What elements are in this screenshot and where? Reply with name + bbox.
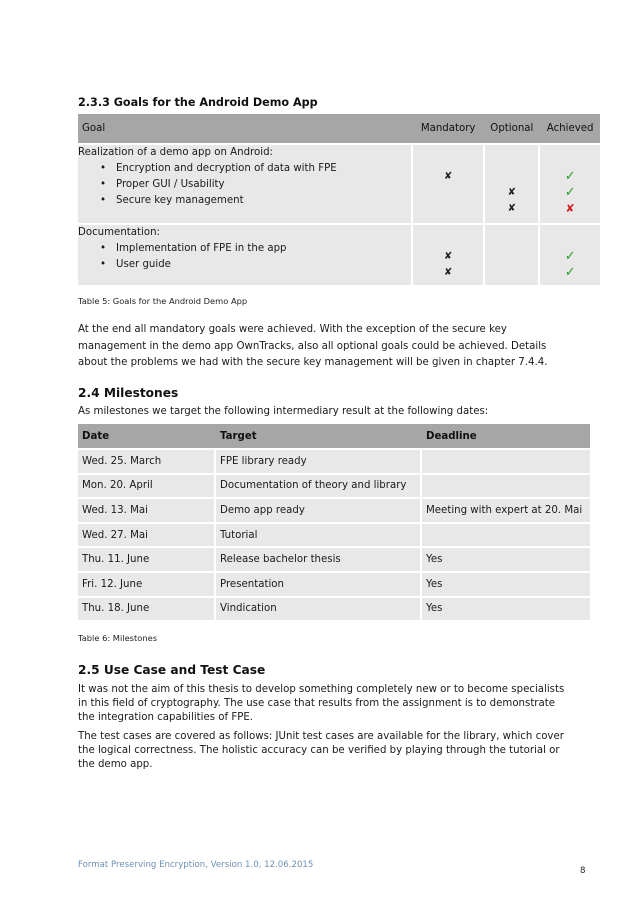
milestone-target: Release bachelor thesis: [216, 546, 422, 571]
goals-table: [78, 114, 600, 285]
goal-item-text: Implementation of FPE in the app: [116, 243, 287, 254]
milestone-target: Documentation of theory and library: [216, 473, 422, 498]
cross-icon: ✘: [565, 202, 575, 215]
goal-item: [78, 257, 411, 273]
cross-icon: ✘: [507, 187, 517, 198]
bullet: •: [100, 179, 107, 190]
bullet: •: [100, 195, 107, 206]
table-row: [78, 596, 590, 621]
milestone-deadline: [422, 473, 590, 498]
table-row: [78, 546, 590, 571]
milestone-deadline: [422, 448, 590, 473]
goals-col-optional: Optional: [485, 114, 540, 143]
goals-col-mandatory: Mandatory: [413, 114, 486, 143]
goal-item-text: Encryption and decryption of data with FPE: [116, 163, 337, 174]
cross-icon: ✘: [443, 171, 453, 182]
cross-icon: ✘: [443, 251, 453, 262]
achieved-cell: [540, 223, 600, 285]
cross-icon: [485, 249, 538, 265]
cross-icon: [413, 185, 484, 201]
goal-item: [78, 161, 411, 177]
milestone-deadline: Yes: [422, 571, 590, 596]
goals-heading: 2.3.3 Goals for the Android Demo App: [78, 96, 318, 109]
milestone-target: Presentation: [216, 571, 422, 596]
bullet: •: [100, 243, 107, 254]
check-icon: ✓: [564, 169, 576, 184]
goal-cell: [78, 223, 413, 285]
goals-row-demo-app: [78, 143, 600, 223]
goal-item-text: User guide: [116, 259, 171, 270]
table-row: [78, 497, 590, 522]
miles-col-date: Date: [78, 424, 216, 448]
footer-text: Format Preserving Encryption, Version 1.0, 12.06.2015: [78, 860, 314, 870]
milestone-date: Fri. 12. June: [78, 571, 216, 596]
milestones-intro: As milestones we target the following intermediary result at the following dates:: [78, 406, 489, 417]
milestone-date: Thu. 18. June: [78, 596, 216, 621]
use-case-paragraph-2: The test cases are covered as follows: JUnit test cases are available for the library, which cover the logical correctness. The holistic accuracy can be verified by playing through the tutorial or the demo app.: [78, 731, 564, 770]
miles-col-deadline: Deadline: [422, 424, 590, 448]
goals-row-documentation: [78, 223, 600, 285]
cross-icon: [485, 169, 538, 185]
milestone-date: Wed. 27. Mai: [78, 522, 216, 547]
check-icon: ✓: [564, 265, 576, 280]
cross-icon: [413, 201, 484, 217]
goals-table-caption: Table 5: Goals for the Android Demo App: [78, 296, 248, 306]
bullet: •: [100, 259, 107, 270]
mandatory-cell: [413, 143, 486, 223]
milestone-deadline: Yes: [422, 546, 590, 571]
miles-col-target: Target: [216, 424, 422, 448]
cross-icon: ✘: [443, 267, 453, 278]
goal-item: [78, 241, 411, 257]
achieved-cell: [540, 143, 600, 223]
table-row: [78, 522, 590, 547]
check-icon: ✓: [564, 185, 576, 200]
use-case-paragraph-1: It was not the aim of this thesis to develop something completely new or to become specialists in this field of cryptography. The use case that results from the assignment is to demonstrate the integration capabilities of FPE.: [78, 684, 565, 723]
milestone-deadline: Meeting with expert at 20. Mai: [422, 497, 590, 522]
page-number: 8: [580, 866, 586, 876]
table-row: [78, 571, 590, 596]
mandatory-cell: [413, 223, 486, 285]
milestones-heading: 2.4 Milestones: [78, 386, 179, 400]
optional-cell: [485, 143, 540, 223]
goal-cell: [78, 143, 413, 223]
goal-title: Realization of a demo app on Android:: [78, 147, 273, 158]
table-row: [78, 473, 590, 498]
milestone-date: Mon. 20. April: [78, 473, 216, 498]
use-case-heading: 2.5 Use Case and Test Case: [78, 663, 266, 677]
goals-col-goal: Goal: [78, 114, 413, 143]
milestones-table-caption: Table 6: Milestones: [78, 633, 158, 643]
goal-item: [78, 193, 411, 209]
milestone-target: FPE library ready: [216, 448, 422, 473]
optional-cell: [485, 223, 540, 285]
milestone-deadline: Yes: [422, 596, 590, 621]
cross-icon: [485, 265, 538, 281]
cross-icon: ✘: [507, 203, 517, 214]
goal-title: Documentation:: [78, 227, 160, 238]
milestone-target: Vindication: [216, 596, 422, 621]
milestone-date: Wed. 13. Mai: [78, 497, 216, 522]
milestone-date: Wed. 25. March: [78, 448, 216, 473]
goal-item: [78, 177, 411, 193]
check-icon: ✓: [564, 249, 576, 264]
goal-item-text: Secure key management: [116, 195, 244, 206]
goal-item-text: Proper GUI / Usability: [116, 179, 225, 190]
goals-paragraph: At the end all mandatory goals were achieved. With the exception of the secure key management in the demo app OwnTracks, also all optional goals could be achieved. Details about the problems we had with the secure key management will be given in chapter 7.4.4.: [78, 324, 548, 368]
table-row: [78, 448, 590, 473]
milestones-table: [78, 424, 590, 620]
milestone-target: Tutorial: [216, 522, 422, 547]
bullet: •: [100, 163, 107, 174]
milestone-deadline: [422, 522, 590, 547]
goals-col-achieved: Achieved: [540, 114, 600, 143]
milestone-target: Demo app ready: [216, 497, 422, 522]
milestone-date: Thu. 11. June: [78, 546, 216, 571]
